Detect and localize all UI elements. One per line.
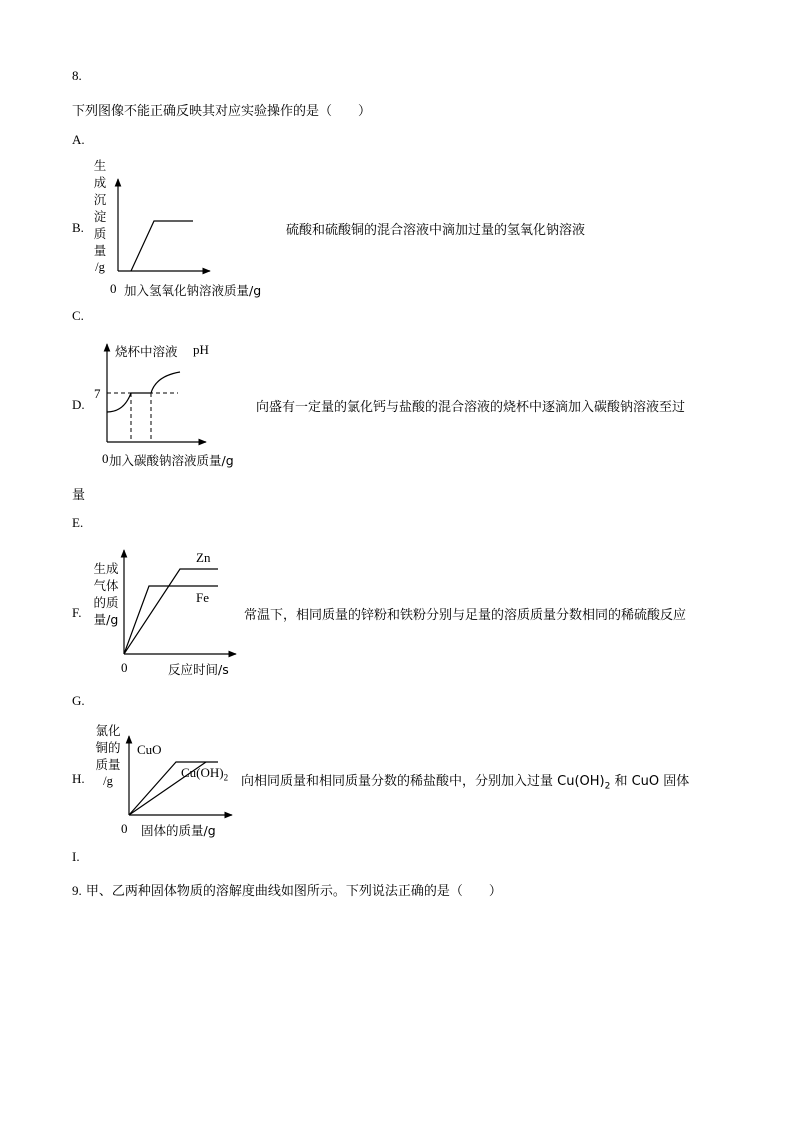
option-i-label: I. [72,849,80,864]
graph-h-series-cuoh2: $Cu(OH)_2$ [181,765,229,783]
option-a-label: A. [72,132,85,147]
graph-f-x-label: 反应时间/s [168,662,229,677]
graph-f-series-zn: Zn [196,550,211,565]
graph-f-series-fe: Fe [196,590,209,605]
graph-h-y-label: 氯化 铜的 质量 /g [95,723,121,788]
option-e-label: E. [72,515,84,530]
question-9 [72,880,502,899]
option-g-label: G. [72,693,85,708]
graph-h-origin: 0 [121,821,128,836]
option-f-label: F. [72,605,82,620]
graph-b-origin: 0 [110,281,117,296]
option-f-text: 常温下，相同质量的锌粉和铁粉分别与足量的溶质质量分数相同的稀硫酸反应 [244,608,687,623]
option-c-label: C. [72,308,84,323]
graph-b-y-label: 生 成 沉 淀 质 量 /g [93,158,107,274]
graph-f-origin: 0 [121,660,128,675]
graph-f-y-label: 生成 气体 的质 量/g [93,561,119,627]
option-d-text: 向盛有一定量的氯化钙与盐酸的混合溶液的烧杯中逐滴加入碳酸钠溶液至过 [256,400,686,415]
option-b-label: B. [72,220,84,235]
graph-h-x-label: 固体的质量/g [141,823,216,838]
graph-h-series-cuo: CuO [137,742,162,757]
graph-d-tick-7: 7 [94,386,101,401]
question-8-stem: 下列图像不能正确反映其对应实验操作的是（ ） [72,104,372,119]
question-9-number: 9. [72,883,82,898]
graph-d-y-label: 烧杯中溶液 [115,344,178,359]
graph-d-y-label-ph: pH [193,342,209,357]
option-h-label: H. [72,771,85,786]
graph-d-origin: 0 [102,451,109,466]
option-d-label: D. [72,397,85,412]
option-d-text-continued: 量 [72,488,86,503]
question-8-number: 8. [72,68,82,83]
option-h-text: 向相同质量和相同质量分数的稀盐酸中，分别加入过量 $Cu(OH)_2$ 和 CuO 固体 [241,774,690,792]
option-b-text: 硫酸和硫酸铜的混合溶液中滴加过量的氢氧化钠溶液 [286,223,586,238]
question-9-stem: 甲、乙两种固体物质的溶解度曲线如图所示。下列说法正确的是（ ） [85,884,502,899]
graph-d-x-label: 加入碳酸钠溶液质量/g [109,453,234,468]
graph-b-x-label: 加入氢氧化钠溶液质量/g [124,283,262,298]
